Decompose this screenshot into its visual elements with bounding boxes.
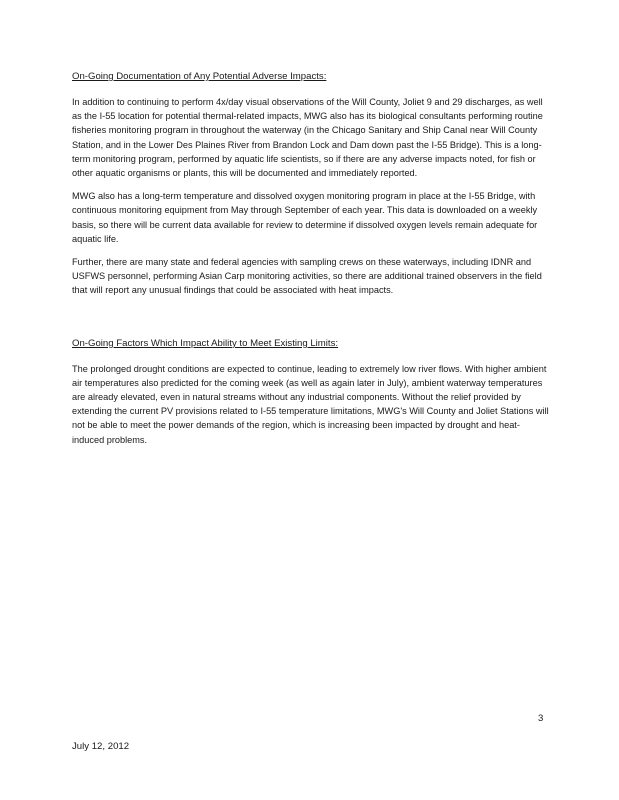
page-number: 3 (538, 713, 544, 724)
paragraph: Further, there are many state and federal agencies with sampling crews on these waterways, including IDNR and USFWS personnel, performing Asian Carp monitoring activities, so there are additional trained observers in the field that will report any unusual findings that could be associated with heat impacts. (72, 257, 542, 296)
section-adverse-impacts (72, 70, 552, 298)
page-content (72, 70, 552, 456)
paragraph: In addition to continuing to perform 4x/day visual observations of the Will County, Joliet 9 and 29 discharges, as well as the I-55 location for potential thermal-related impacts, MWG also has its biological consultants performing routine fisheries monitoring program in throughout the waterway (in the Chicago Sanitary and Ship Canal near Will County Station, and in the Lower Des Plaines River from Brandon Lock and Dam down past the I-55 Bridge). This is a long-term monitoring program, performed by aquatic life scientists, so if there are any adverse impacts noted, for fish or other aquatic organisms or plants, this will be documented and immediately reported. (72, 97, 543, 179)
paragraph: The prolonged drought conditions are expected to continue, leading to extremely low river flows. With higher ambient air temperatures also predicted for the coming week (as well as again later in July), ambient waterway temperatures are already elevated, even in natural streams without any industrial components. Without the relief provided by extending the current PV provisions related to I-55 temperature limitations, MWG's Will County and Joliet Stations will not be able to meet the power demands of the region, which is increasing been impacted by drought and heat-induced problems. (72, 363, 549, 445)
paragraph: MWG also has a long-term temperature and dissolved oxygen monitoring program in place at the I-55 Bridge, with continuous monitoring equipment from May through September of each year. This data is downloaded on a weekly basis, so there will be current data available for review to determine if dissolved oxygen levels remain adequate for aquatic life. (72, 191, 538, 244)
section-heading: On-Going Factors Which Impact Ability to Meet Existing Limits: (72, 337, 339, 349)
section-existing-limits (72, 337, 552, 447)
section-spacer (72, 307, 552, 337)
section-heading: On-Going Documentation of Any Potential Adverse Impacts: (72, 71, 327, 82)
footer-date: July 12, 2012 (72, 741, 130, 752)
